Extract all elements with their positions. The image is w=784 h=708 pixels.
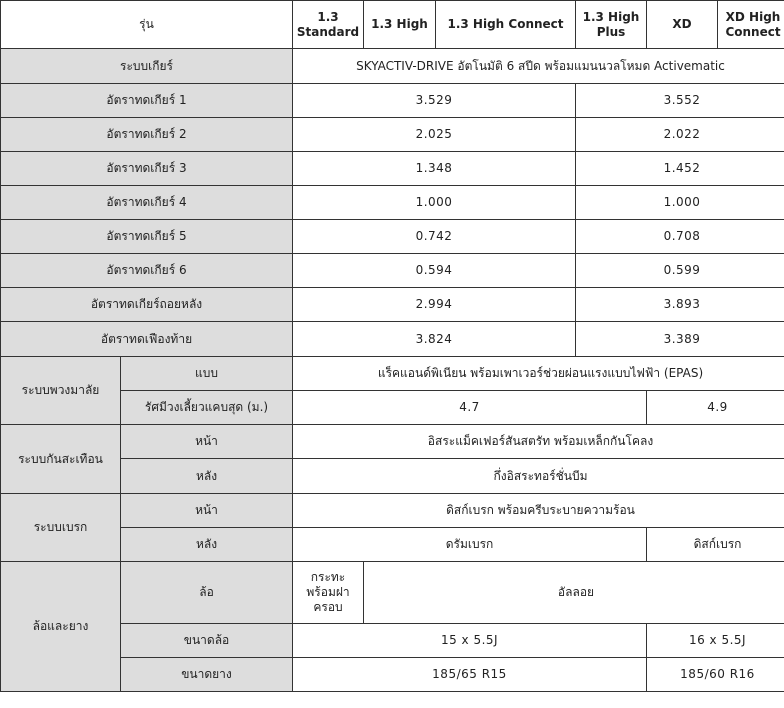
- wheel-type-label: ล้อ: [121, 562, 293, 624]
- model-column-header: 1.3 High Plus: [576, 1, 647, 49]
- gear-ratio-label: อัตราทดเกียร์ 6: [1, 254, 293, 288]
- gear-ratio-diesel: 3.389: [576, 322, 784, 357]
- steering-type-value: แร็คแอนด์พิเนียน พร้อมเพาเวอร์ช่วยผ่อนแรงแบบไฟฟ้า (EPAS): [293, 357, 784, 391]
- gear-ratio-label: อัตราทดเกียร์ 4: [1, 186, 293, 220]
- gear-ratio-label: อัตราทดเกียร์ 1: [1, 84, 293, 118]
- gear-ratio-diesel: 2.022: [576, 118, 784, 152]
- gear-ratio-label: อัตราทดเกียร์ 2: [1, 118, 293, 152]
- brakes-front-label: หน้า: [121, 494, 293, 528]
- gear-ratio-label: อัตราทดเกียร์ 5: [1, 220, 293, 254]
- wheel-row: [1, 562, 784, 624]
- turning-radius-value: 4.9: [647, 391, 784, 425]
- suspension-front-value: อิสระแม็คเฟอร์สันสตรัท พร้อมเหล็กกันโคลง: [293, 425, 784, 459]
- model-column-header: XD High Connect: [718, 1, 784, 49]
- gear-ratio-row: [1, 84, 784, 118]
- gear-ratio-petrol: 2.025: [293, 118, 576, 152]
- gear-ratio-row: [1, 254, 784, 288]
- wheel-size-label: ขนาดล้อ: [121, 624, 293, 658]
- gear-ratio-petrol: 3.529: [293, 84, 576, 118]
- gear-ratio-petrol: 1.348: [293, 152, 576, 186]
- brakes-front-value: ดิสก์เบรก พร้อมครีบระบายความร้อน: [293, 494, 784, 528]
- suspension-rear-label: หลัง: [121, 459, 293, 494]
- transmission-row: [1, 49, 784, 84]
- model-column-header: XD: [647, 1, 718, 49]
- wheels-label: ล้อและยาง: [1, 562, 121, 692]
- gear-ratio-diesel: 0.599: [576, 254, 784, 288]
- gear-ratio-diesel: 3.552: [576, 84, 784, 118]
- gear-ratio-row: [1, 322, 784, 357]
- wheel-type-value: อัลลอย: [364, 562, 784, 624]
- steering-label: ระบบพวงมาลัย: [1, 357, 121, 425]
- brakes-front-row: [1, 494, 784, 528]
- model-column-header: 1.3 Standard: [293, 1, 364, 49]
- suspension-label: ระบบกันสะเทือน: [1, 425, 121, 494]
- gear-ratio-row: [1, 186, 784, 220]
- steering-type-row: [1, 357, 784, 391]
- steering-type-label: แบบ: [121, 357, 293, 391]
- tire-size-label: ขนาดยาง: [121, 658, 293, 692]
- gear-ratio-petrol: 3.824: [293, 322, 576, 357]
- turning-radius-value: 4.7: [293, 391, 647, 425]
- gear-ratio-petrol: 0.594: [293, 254, 576, 288]
- gear-ratio-petrol: 2.994: [293, 288, 576, 322]
- model-column-header: 1.3 High: [364, 1, 436, 49]
- gear-ratio-label: อัตราทดเกียร์ 3: [1, 152, 293, 186]
- gear-ratio-row: [1, 118, 784, 152]
- turning-radius-label: รัศมีวงเลี้ยวแคบสุด (ม.): [121, 391, 293, 425]
- gear-ratio-diesel: 3.893: [576, 288, 784, 322]
- gear-ratio-label: อัตราทดเฟืองท้าย: [1, 322, 293, 357]
- brakes-label: ระบบเบรก: [1, 494, 121, 562]
- wheel-size-value: 16 x 5.5J: [647, 624, 784, 658]
- gear-ratio-diesel: 0.708: [576, 220, 784, 254]
- gear-ratio-label: อัตราทดเกียร์ถอยหลัง: [1, 288, 293, 322]
- brakes-rear-label: หลัง: [121, 528, 293, 562]
- tire-size-value: 185/65 R15: [293, 658, 647, 692]
- gear-ratio-diesel: 1.000: [576, 186, 784, 220]
- gear-ratio-row: [1, 220, 784, 254]
- brakes-rear-value: ดิสก์เบรก: [647, 528, 784, 562]
- tire-size-value: 185/60 R16: [647, 658, 784, 692]
- wheel-size-value: 15 x 5.5J: [293, 624, 647, 658]
- wheel-type-value: กระทะ พร้อมฝาครอบ: [293, 562, 364, 624]
- gear-ratio-petrol: 1.000: [293, 186, 576, 220]
- brakes-rear-value: ดรัมเบรก: [293, 528, 647, 562]
- gear-ratio-row: [1, 152, 784, 186]
- suspension-front-row: [1, 425, 784, 459]
- gear-ratio-diesel: 1.452: [576, 152, 784, 186]
- model-column-header: 1.3 High Connect: [436, 1, 576, 49]
- model-header: รุ่น: [1, 1, 293, 49]
- header-row: [1, 1, 784, 49]
- suspension-front-label: หน้า: [121, 425, 293, 459]
- gear-ratio-petrol: 0.742: [293, 220, 576, 254]
- transmission-value: SKYACTIV-DRIVE อัตโนมัติ 6 สปีด พร้อมแมนนวลโหมด Activematic: [293, 49, 784, 84]
- transmission-label: ระบบเกียร์: [1, 49, 293, 84]
- suspension-rear-value: กึ่งอิสระทอร์ชั่นบีม: [293, 459, 784, 494]
- gear-ratio-row: [1, 288, 784, 322]
